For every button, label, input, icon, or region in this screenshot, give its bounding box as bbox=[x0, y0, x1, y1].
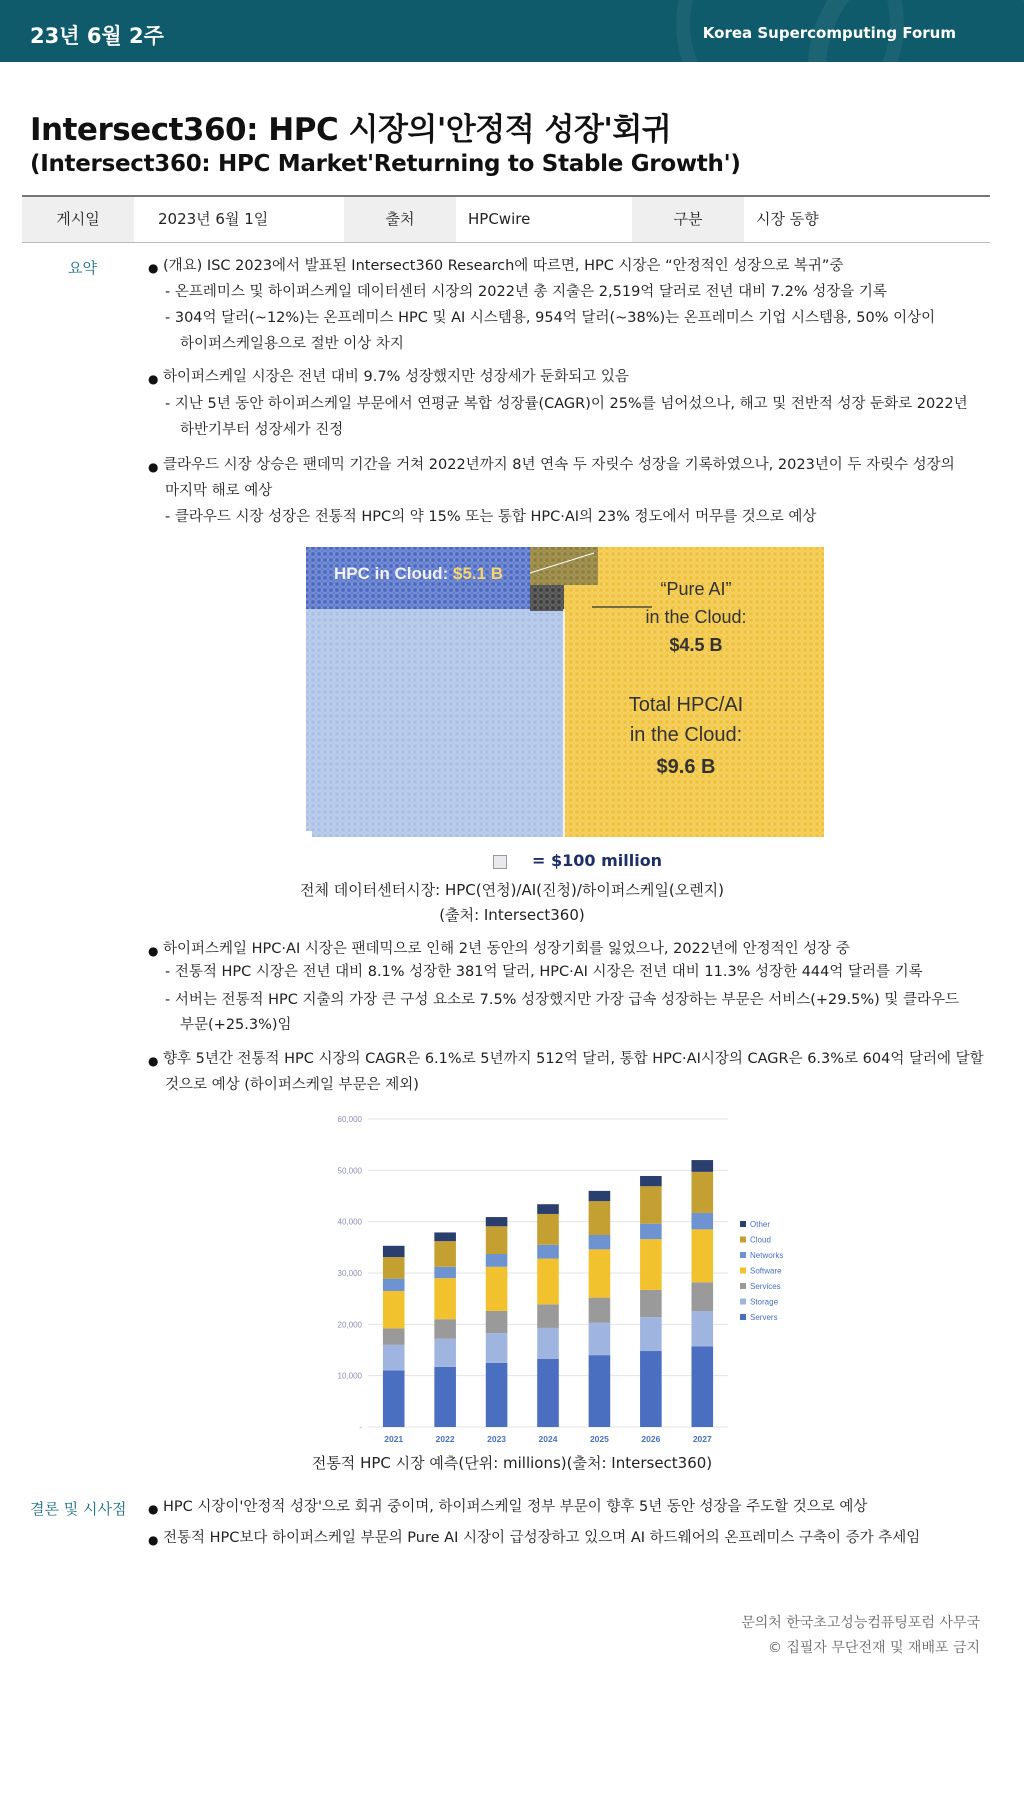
summary-line: 하이퍼스케일 시장은 전년 대비 9.7% 성장했지만 성장세가 둔화되고 있음 bbox=[163, 369, 629, 385]
summary-line: - 온프레미스 및 하이퍼스케일 데이터센터 시장의 2022년 총 지출은 2,519억 달러로 전년 대비 7.2% 성장을 기록 bbox=[165, 284, 887, 300]
total-label: in the Cloud: bbox=[629, 724, 743, 746]
summary-line: 하반기부터 성장세가 진정 bbox=[180, 422, 344, 438]
bar-segment-storage bbox=[383, 1345, 405, 1371]
bar-segment-cloud bbox=[383, 1257, 405, 1279]
summary-line: - 전통적 HPC 시장은 전년 대비 8.1% 성장한 381억 달러, HPC·AI 시장은 전년 대비 11.3% 성장한 444억 달러를 기록 bbox=[165, 964, 923, 980]
legend-square bbox=[493, 855, 507, 869]
legend-swatch bbox=[740, 1314, 746, 1320]
bar-segment-storage bbox=[691, 1311, 713, 1346]
bar-segment-networks bbox=[589, 1235, 611, 1249]
conclusion-label: 결론 및 시사점 bbox=[30, 1500, 127, 1518]
y-tick-label: 20,000 bbox=[337, 1320, 362, 1330]
legend-text: = $100 million bbox=[532, 851, 663, 870]
bar-segment-servers bbox=[537, 1359, 559, 1427]
x-tick-label: 2023 bbox=[487, 1434, 507, 1444]
bullet-dot: ● bbox=[148, 944, 159, 958]
bullet-dot: ● bbox=[148, 1533, 159, 1547]
bar-segment-software bbox=[589, 1249, 611, 1297]
page-title: Intersect360: HPC 시장의'안정적 성장'회귀 bbox=[30, 112, 672, 148]
bar-segment-storage bbox=[434, 1339, 456, 1367]
bar-segment-networks bbox=[383, 1279, 405, 1291]
bar-segment-other bbox=[640, 1176, 662, 1186]
bar-segment-other bbox=[691, 1160, 713, 1172]
summary-line: 클라우드 시장 상승은 팬데믹 기간을 거쳐 2022년까지 8년 연속 두 자릿수 성장을 기록하였으나, 2023년이 두 자릿수 성장의 bbox=[163, 457, 955, 473]
bar-segment-networks bbox=[640, 1224, 662, 1239]
bar-segment-services bbox=[589, 1298, 611, 1323]
y-tick-label: - bbox=[359, 1423, 362, 1432]
summary-line: 것으로 예상 (하이퍼스케일 부문은 제외) bbox=[165, 1077, 419, 1093]
summary-line: 하이퍼스케일 HPC·AI 시장은 팬데믹으로 인해 2년 동안의 성장기회를 잃었으나, 2022년에 안정적인 성장 중 bbox=[163, 941, 850, 957]
bar-segment-cloud bbox=[640, 1186, 662, 1223]
summary-line: - 지난 5년 동안 하이퍼스케일 부문에서 연평균 복합 성장률(CAGR)이 25%를 넘어섰으나, 해고 및 전반적 성장 둔화로 2022년 bbox=[165, 396, 968, 412]
total-value: $9.6 B bbox=[656, 756, 716, 778]
legend-swatch bbox=[740, 1237, 746, 1243]
bar-segment-servers bbox=[691, 1346, 713, 1427]
bullet-dot: ● bbox=[148, 1054, 159, 1068]
forum-name: Korea Supercomputing Forum bbox=[702, 24, 956, 42]
bar-segment-other bbox=[486, 1217, 508, 1226]
bar-segment-networks bbox=[537, 1245, 559, 1259]
y-tick-label: 30,000 bbox=[337, 1269, 362, 1278]
x-tick-label: 2021 bbox=[384, 1434, 404, 1444]
header-bar bbox=[0, 0, 1024, 62]
hpc-forecast-chart bbox=[318, 1105, 788, 1450]
bar-segment-cloud bbox=[537, 1214, 559, 1245]
bar-segment-other bbox=[434, 1232, 456, 1241]
bar-segment-cloud bbox=[589, 1201, 611, 1235]
bar-segment-services bbox=[691, 1282, 713, 1311]
pure-ai-label: “Pure AI” bbox=[660, 579, 732, 599]
bar-segment-software bbox=[640, 1239, 662, 1290]
copyright-note: © 집필자 무단전재 및 재배포 금지 bbox=[767, 1640, 980, 1656]
legend-swatch bbox=[740, 1252, 746, 1258]
legend-label: Cloud bbox=[750, 1235, 771, 1245]
bullet-dot: ● bbox=[148, 1502, 159, 1516]
posted-label: 게시일 bbox=[22, 197, 134, 242]
bar-segment-servers bbox=[589, 1355, 611, 1427]
source-label: 출처 bbox=[344, 197, 456, 242]
category-label: 구분 bbox=[632, 197, 744, 242]
bar-segment-services bbox=[486, 1311, 508, 1333]
bar-segment-storage bbox=[486, 1333, 508, 1363]
bar-segment-services bbox=[640, 1290, 662, 1317]
bar-segment-other bbox=[537, 1204, 559, 1214]
figure1-source: (출처: Intersect360) bbox=[439, 906, 585, 924]
summary-label: 요약 bbox=[68, 259, 97, 277]
bar-segment-networks bbox=[691, 1213, 713, 1229]
summary-line: - 서버는 전통적 HPC 지출의 가장 큰 구성 요소로 7.5% 성장했지만 가장 급속 성장하는 부문은 서비스(+29.5%) 및 클라우드 bbox=[165, 992, 960, 1008]
bar-segment-other bbox=[383, 1246, 405, 1257]
y-tick-label: 10,000 bbox=[337, 1371, 362, 1381]
bar-segment-networks bbox=[486, 1254, 508, 1267]
bar-segment-services bbox=[383, 1328, 405, 1344]
bullet-dot: ● bbox=[148, 261, 159, 275]
bar-segment-software bbox=[486, 1267, 508, 1311]
page-subtitle: (Intersect360: HPC Market'Returning to Stable Growth') bbox=[30, 151, 741, 177]
summary-line: 마지막 해로 예상 bbox=[165, 483, 273, 499]
y-tick-label: 40,000 bbox=[337, 1217, 362, 1227]
bar-segment-storage bbox=[537, 1328, 559, 1359]
contact-note: 문의처 한국초고성능컴퓨팅포럼 사무국 bbox=[741, 1615, 980, 1631]
bar-segment-software bbox=[537, 1259, 559, 1305]
conclusion-line: 전통적 HPC보다 하이퍼스케일 부문의 Pure AI 시장이 급성장하고 있으며 AI 하드웨어의 온프레미스 구축이 증가 추세임 bbox=[163, 1530, 921, 1546]
bar-segment-servers bbox=[640, 1351, 662, 1427]
bar-segment-servers bbox=[383, 1371, 405, 1427]
bullet-dot: ● bbox=[148, 372, 159, 386]
meta-table bbox=[22, 195, 990, 243]
hpc-in-cloud-label: HPC in Cloud: $5.1 B bbox=[334, 564, 504, 583]
bar-segment-software bbox=[383, 1291, 405, 1328]
bar-segment-services bbox=[434, 1319, 456, 1339]
summary-line: 하이퍼스케일용으로 절반 이상 차지 bbox=[180, 336, 404, 352]
posted-value: 2023년 6월 1일 bbox=[158, 210, 269, 228]
figure1-caption: 전체 데이터센터시장: HPC(연청)/AI(진청)/하이퍼스케일(오렌지) bbox=[299, 881, 725, 899]
waffle-cloud-ai-area bbox=[530, 547, 598, 585]
summary-line: 향후 5년간 전통적 HPC 시장의 CAGR은 6.1%로 5년까지 512억 달러, 통합 HPC·AI시장의 CAGR은 6.3%로 604억 달러에 달할 bbox=[163, 1051, 984, 1067]
summary-line: (개요) ISC 2023에서 발표된 Intersect360 Research에 따르면, HPC 시장은 “안정적인 성장으로 복귀”중 bbox=[163, 258, 844, 274]
legend-swatch bbox=[740, 1299, 746, 1305]
pure-ai-label: in the Cloud: bbox=[645, 607, 747, 627]
bar-segment-servers bbox=[434, 1367, 456, 1427]
bar-segment-other bbox=[589, 1191, 611, 1201]
x-tick-label: 2027 bbox=[692, 1434, 712, 1444]
bar-segment-cloud bbox=[434, 1241, 456, 1267]
legend-swatch bbox=[740, 1283, 746, 1289]
x-tick-label: 2026 bbox=[641, 1434, 661, 1444]
bar-segment-servers bbox=[486, 1363, 508, 1427]
y-tick-label: 60,000 bbox=[337, 1115, 362, 1124]
legend-label: Services bbox=[750, 1282, 781, 1291]
waffle-hpc-area bbox=[306, 609, 564, 837]
x-tick-label: 2025 bbox=[589, 1434, 609, 1444]
bar-segment-storage bbox=[589, 1323, 611, 1355]
pure-ai-value: $4.5 B bbox=[669, 635, 723, 655]
legend-swatch bbox=[740, 1268, 746, 1274]
legend-label: Networks bbox=[750, 1251, 784, 1260]
bar-segment-cloud bbox=[486, 1226, 508, 1254]
bar-segment-software bbox=[691, 1229, 713, 1282]
bar-segment-cloud bbox=[691, 1172, 713, 1213]
bar-segment-services bbox=[537, 1304, 559, 1328]
bar-segment-storage bbox=[640, 1317, 662, 1351]
total-label: Total HPC/AI bbox=[628, 694, 744, 716]
waffle-notch bbox=[304, 831, 312, 841]
bar-segment-networks bbox=[434, 1267, 456, 1278]
legend-label: Other bbox=[750, 1220, 771, 1229]
legend-swatch bbox=[740, 1221, 746, 1227]
source-value: HPCwire bbox=[468, 210, 531, 228]
conclusion-line: HPC 시장이'안정적 성장'으로 회귀 중이며, 하이퍼스케일 정부 부문이 향후 5년 동안 성장을 주도할 것으로 예상 bbox=[163, 1499, 868, 1515]
category-value: 시장 동향 bbox=[756, 210, 819, 228]
issue-date: 23년 6월 2주 bbox=[30, 24, 164, 48]
legend-label: Software bbox=[750, 1266, 782, 1276]
summary-line: - 304억 달러(~12%)는 온프레미스 HPC 및 AI 시스템용, 954억 달러(~38%)는 온프레미스 기업 시스템용, 50% 이상이 bbox=[165, 310, 936, 326]
x-tick-label: 2024 bbox=[538, 1434, 558, 1444]
waffle-cloud-hpc-area bbox=[530, 583, 564, 611]
legend-label: Storage bbox=[750, 1297, 779, 1307]
bar-segment-software bbox=[434, 1278, 456, 1319]
figure2-caption: 전통적 HPC 시장 예측(단위: millions)(출처: Intersect360) bbox=[311, 1454, 713, 1472]
summary-line: - 클라우드 시장 성장은 전통적 HPC의 약 15% 또는 통합 HPC·AI의 23% 정도에서 머무를 것으로 예상 bbox=[165, 509, 817, 525]
x-tick-label: 2022 bbox=[435, 1434, 455, 1444]
cloud-market-waffle-figure bbox=[304, 545, 826, 841]
y-tick-label: 50,000 bbox=[337, 1166, 362, 1176]
summary-line: 부문(+25.3%)임 bbox=[180, 1017, 292, 1033]
bullet-dot: ● bbox=[148, 460, 159, 474]
legend-label: Servers bbox=[750, 1313, 778, 1322]
